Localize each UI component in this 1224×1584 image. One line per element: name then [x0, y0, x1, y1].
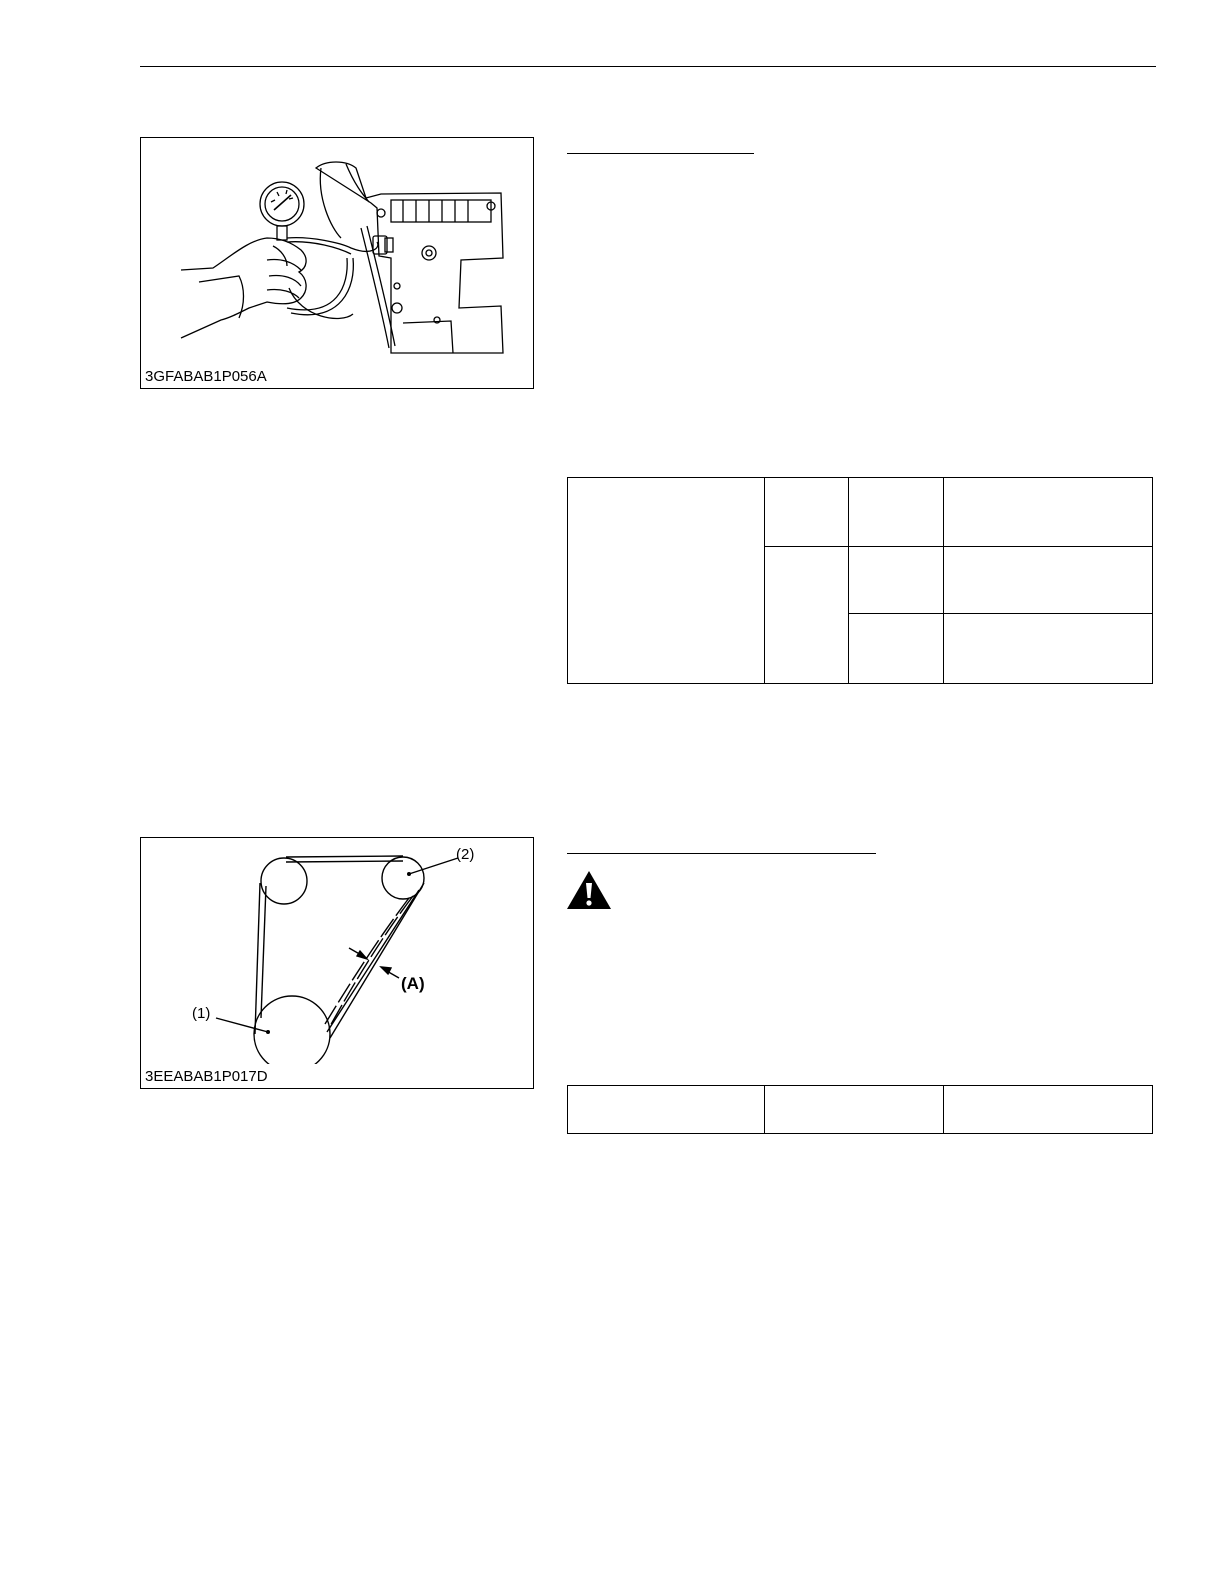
table-cell — [568, 1086, 765, 1134]
callout-label-2: (2) — [456, 846, 475, 863]
table-cell — [765, 478, 849, 547]
warning-triangle-icon — [566, 870, 612, 910]
table-cell — [765, 1086, 944, 1134]
spec-table-fan-belt — [567, 1085, 1153, 1134]
table-cell — [765, 547, 849, 684]
page-header-rule — [140, 66, 1156, 67]
table-cell — [849, 478, 944, 547]
crankshaft-pulley — [254, 996, 330, 1064]
figure-caption: 3EEABAB1P017D — [145, 1068, 268, 1085]
fan-belt-diagram — [141, 838, 532, 1064]
table-cell — [568, 478, 765, 684]
table-cell — [944, 614, 1153, 684]
fan-belt-figure — [140, 837, 534, 1089]
oil-pressure-figure — [140, 137, 534, 389]
table-cell — [944, 1086, 1153, 1134]
table-cell — [849, 547, 944, 614]
table-cell — [944, 478, 1153, 547]
callout-label-a: (A) — [401, 974, 425, 993]
upper-left-pulley — [261, 858, 307, 904]
table-cell — [849, 614, 944, 684]
spec-table-oil-pressure — [567, 477, 1153, 684]
section-heading-underline — [567, 853, 876, 854]
table-cell — [944, 547, 1153, 614]
figure-caption: 3GFABAB1P056A — [145, 368, 267, 385]
oil-pressure-gauge-illustration — [141, 138, 532, 364]
callout-label-1: (1) — [192, 1005, 211, 1022]
section-heading-underline — [567, 153, 754, 154]
